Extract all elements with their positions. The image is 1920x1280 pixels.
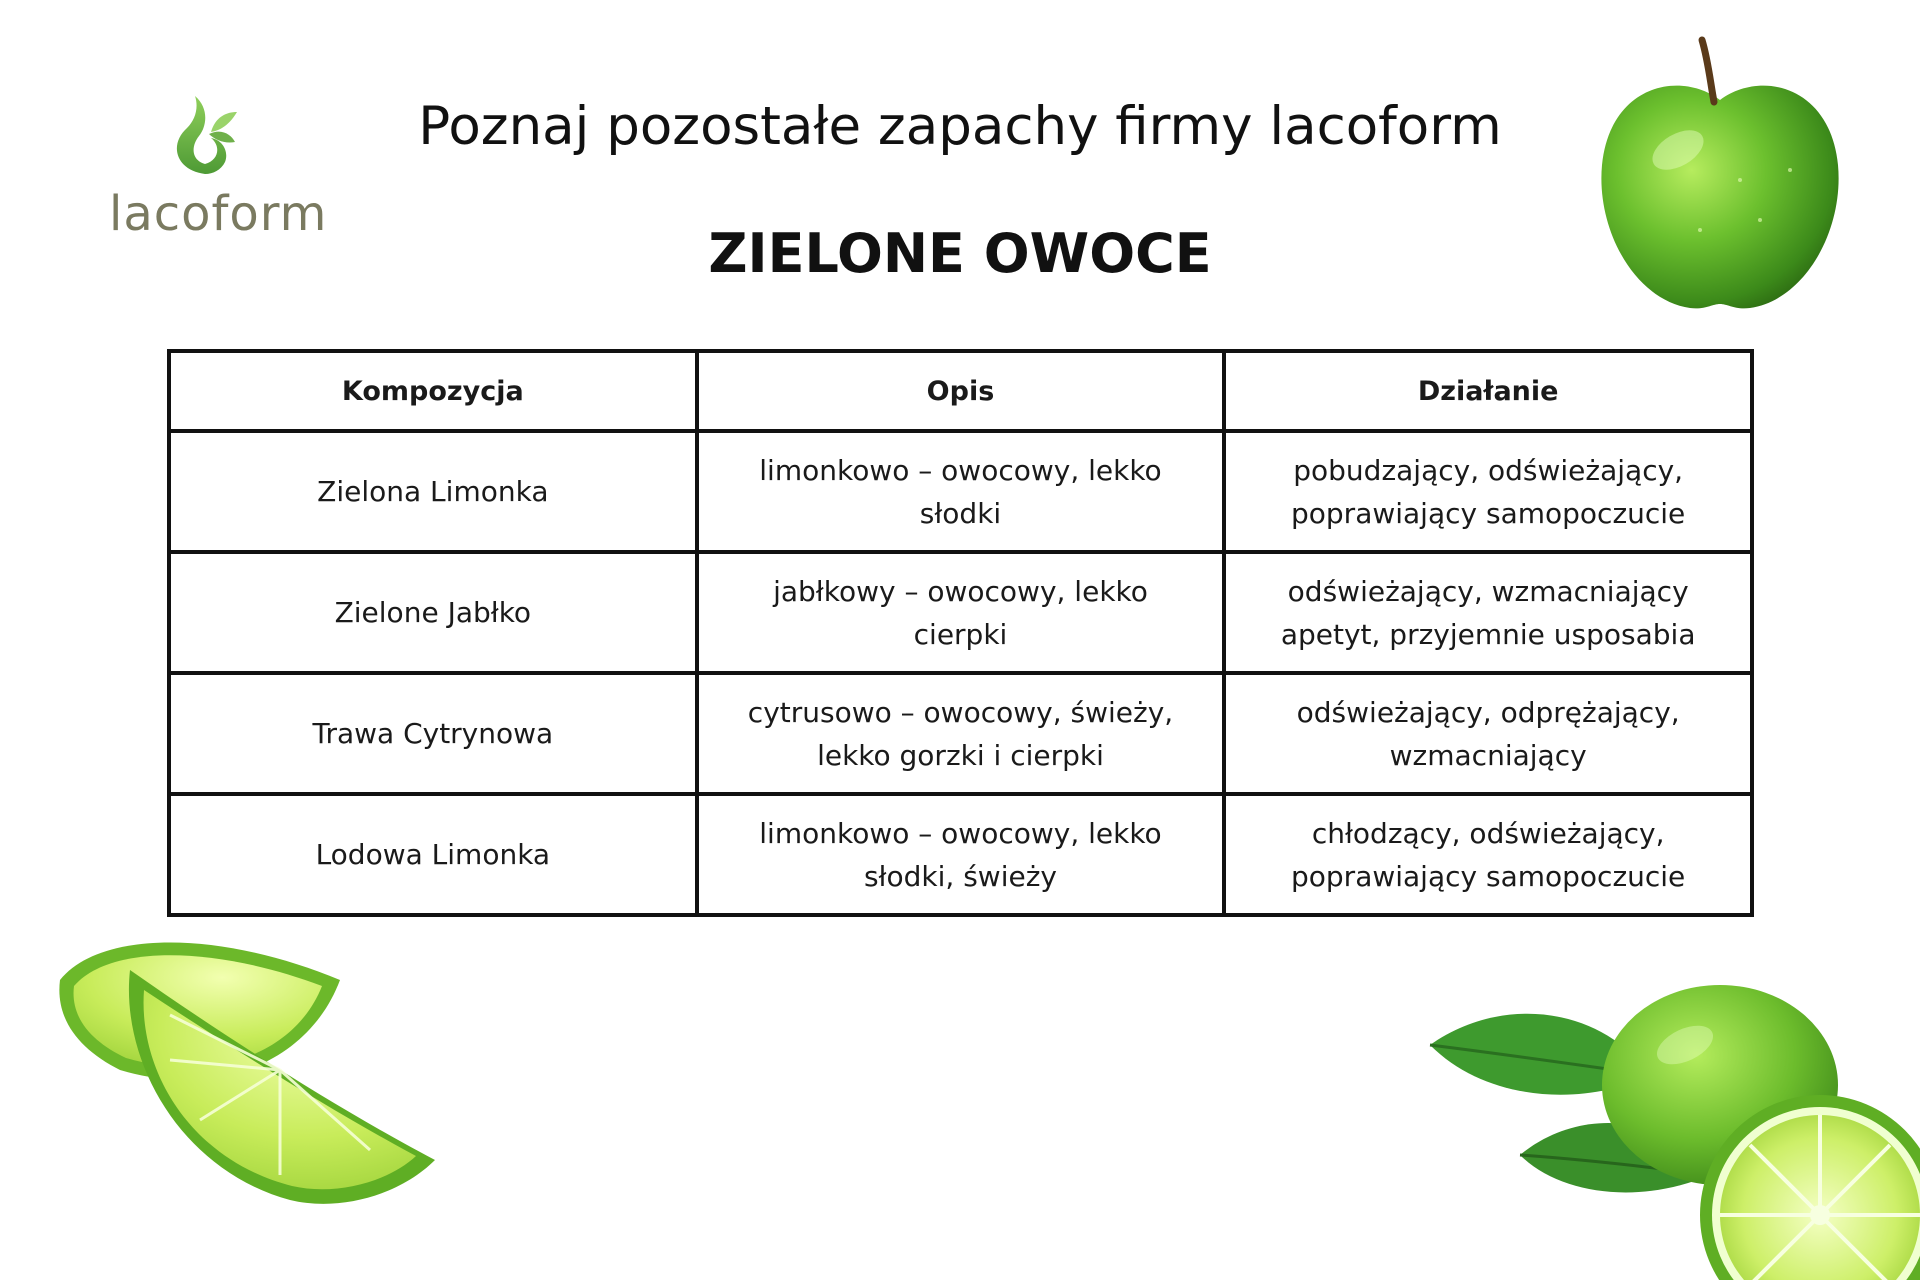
cell-opis: limonkowo – owocowy, lekko słodki [697, 431, 1225, 552]
cell-opis: jabłkowy – owocowy, lekko cierpki [697, 552, 1225, 673]
cell-dzialanie: pobudzający, odświeżający, poprawiający samopoczucie [1224, 431, 1752, 552]
table-row [169, 794, 1752, 915]
column-header-kompozycja: Kompozycja [169, 351, 697, 431]
table-row [169, 673, 1752, 794]
cell-kompozycja: Zielone Jabłko [169, 552, 697, 673]
cell-opis: cytrusowo – owocowy, świeży, lekko gorzki i cierpki [697, 673, 1225, 794]
table-row [169, 552, 1752, 673]
column-header-dzialanie: Działanie [1224, 351, 1752, 431]
lime-slices-image [40, 920, 450, 1220]
column-header-opis: Opis [697, 351, 1225, 431]
cell-dzialanie: odświeżający, odprężający, wzmacniający [1224, 673, 1752, 794]
table-header-row [169, 351, 1752, 431]
brand-name: lacoform [109, 186, 328, 242]
lime-with-leaves-image [1420, 985, 1920, 1280]
section-title: ZIELONE OWOCE [708, 222, 1212, 285]
green-apple-image [1590, 30, 1850, 320]
table-row [169, 431, 1752, 552]
cell-kompozycja: Trawa Cytrynowa [169, 673, 697, 794]
cell-dzialanie: odświeżający, wzmacniający apetyt, przyjemnie usposabia [1224, 552, 1752, 673]
cell-kompozycja: Zielona Limonka [169, 431, 697, 552]
fragrance-table [167, 349, 1754, 917]
cell-kompozycja: Lodowa Limonka [169, 794, 697, 915]
cell-opis: limonkowo – owocowy, lekko słodki, świeży [697, 794, 1225, 915]
page-title: Poznaj pozostałe zapachy firmy lacoform [418, 96, 1502, 157]
cell-dzialanie: chłodzący, odświeżający, poprawiający samopoczucie [1224, 794, 1752, 915]
